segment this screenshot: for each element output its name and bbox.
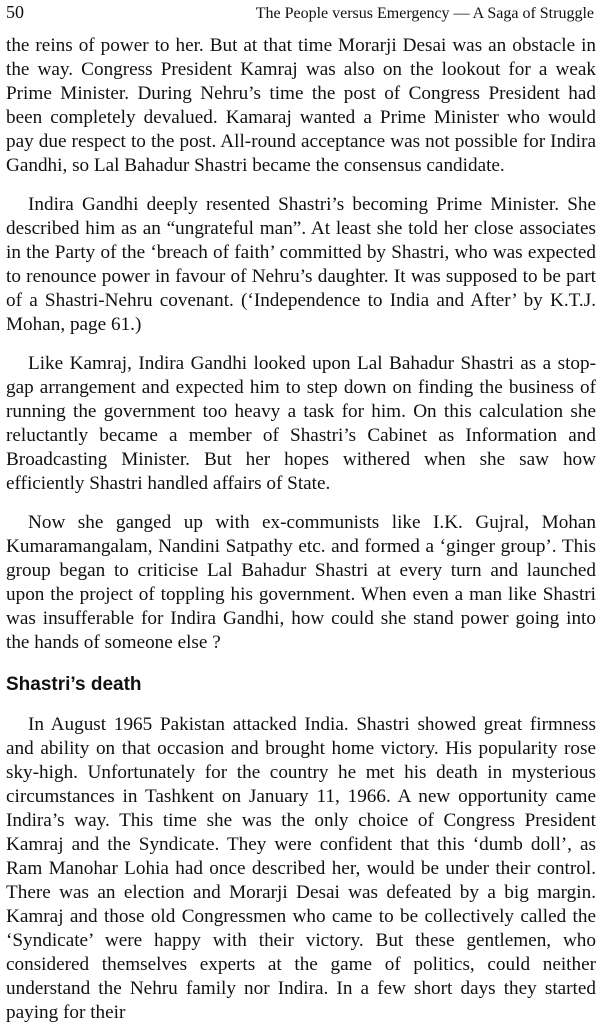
page-body bbox=[6, 34, 596, 1025]
page-number: 50 bbox=[6, 2, 24, 22]
section-paragraph-1: In August 1965 Pakistan attacked India. Shastri showed great firmness and ability on that occasion and brought home victory. His popularity rose sky-high. Unfortunately for the country he met his death in mysterious circumstances in Tashkent on January 11, 1966. A new opportunity came Indira’s way. This time she was the only choice of Congress President Kamraj and the Syndicate. They were confident that this ‘dumb doll’, as Ram Manohar Lohia had once described her, would be under their control. There was an election and Morarji Desai was defeated by a big margin. Kamraj and those old Congressmen who came to be collectively called the ‘Syndicate’ were happy with their victory. But these gentlemen, who considered themselves experts at the game of politics, could neither understand the Nehru family nor Indira. In a few short days they started paying for their bbox=[6, 714, 596, 1023]
section-heading: Shastri’s death bbox=[6, 674, 142, 695]
paragraph-2: Indira Gandhi deeply resented Shastri’s becoming Prime Minister. She described him as an “ungrateful man”. At least she told her close associates in the Party of the ‘breach of faith’ committed by Shastri, who was expected to renounce power in favour of Nehru’s daughter. It was supposed to be part of a Shastri-Nehru covenant. (‘Independence to India and After’ by K.T.J. Mohan, page 61.) bbox=[6, 194, 596, 335]
paragraph-1: the reins of power to her. But at that time Morarji Desai was an obstacle in the way. Congress President Kamraj was also on the lookout for a weak Prime Minister. During Nehru’s time the post of Congress President had been completely devalued. Kamaraj wanted a Prime Minister who would pay due respect to the post. All-round acceptance was not possible for Indira Gandhi, so Lal Bahadur Shastri became the consensus candidate. bbox=[6, 35, 596, 176]
paragraph-4: Now she ganged up with ex-communists like I.K. Gujral, Mohan Kumaramangalam, Nandini Satpathy etc. and formed a ‘ginger group’. This group began to criticise Lal Bahadur Shastri at every turn and launched upon the project of toppling his government. When even a man like Shastri was insufferable for Indira Gandhi, how could she stand power going into the hands of someone else ? bbox=[6, 512, 596, 653]
page-header bbox=[6, 2, 594, 26]
running-head: The People versus Emergency — A Saga of Struggle bbox=[255, 5, 594, 22]
paragraph-3: Like Kamraj, Indira Gandhi looked upon Lal Bahadur Shastri as a stop-gap arrangement and expected him to step down on finding the business of running the government too heavy a task for him. On this calculation she reluctantly became a member of Shastri’s Cabinet as Information and Broadcasting Minister. But her hopes withered when she saw how efficiently Shastri handled affairs of State. bbox=[6, 353, 596, 494]
